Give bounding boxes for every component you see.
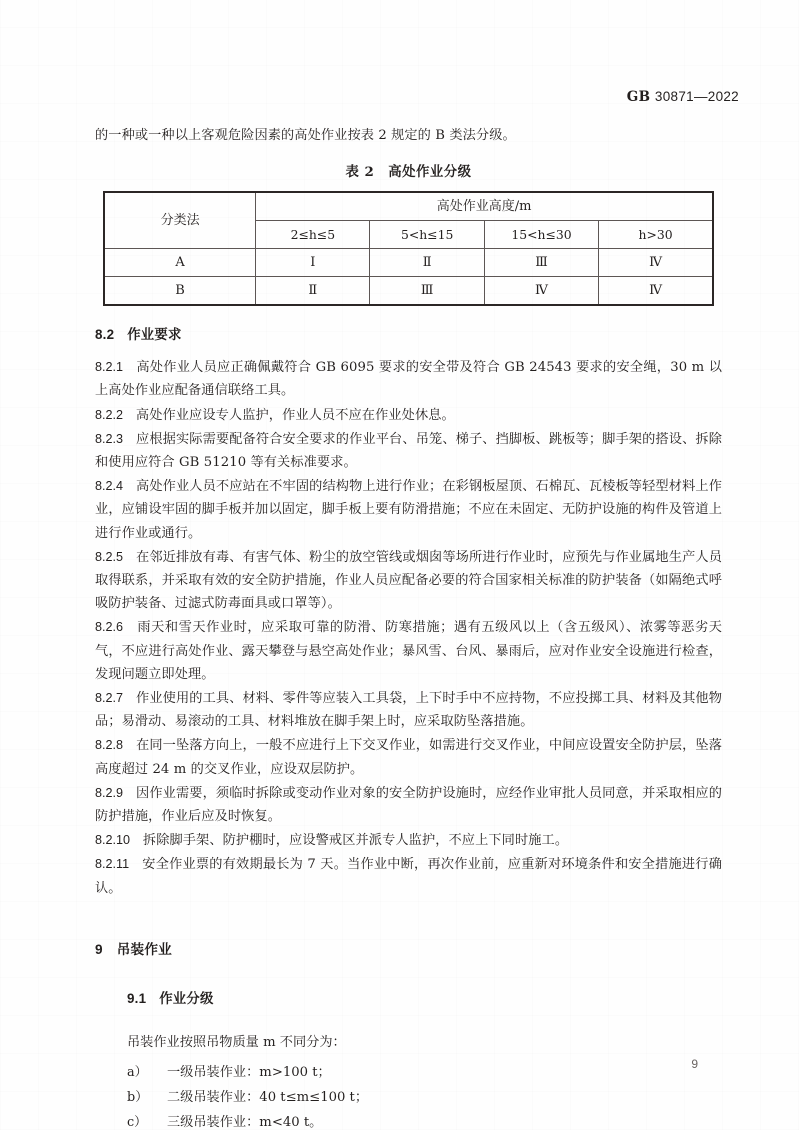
clause-9-1-intro: 吊装作业按照吊物质量 m 不同分为： [127, 1034, 346, 1050]
clause-number: 8.2.10 [95, 833, 131, 848]
standard-number: 30871—2022 [654, 89, 739, 104]
col-header-height-span: 高处作业高度/m [256, 192, 713, 221]
clause-8-2-3 [95, 428, 722, 474]
clause-8-2-4 [95, 475, 722, 545]
lead-paragraph: 的一种或一种以上客观危险因素的高处作业按表 2 规定的 B 类法分级。 [95, 128, 516, 143]
list-marker-c: c） [127, 1115, 147, 1130]
clause-number: 8.2.11 [95, 857, 130, 872]
standard-prefix: GB [626, 89, 651, 105]
clause-number: 8.2.4 [95, 479, 124, 494]
clause-8-2-2 [95, 404, 722, 427]
heading-9-number: 9 [95, 941, 103, 957]
table-wrapper [95, 191, 722, 306]
heading-8-2 [95, 324, 722, 343]
heading-8-2-number: 8.2 [95, 327, 115, 343]
clause-number: 8.2.3 [95, 431, 124, 446]
page-content [95, 124, 722, 1130]
heading-9-1 [127, 988, 722, 1007]
cell-b-2: Ⅳ [484, 277, 598, 306]
row-label-b: B [104, 277, 256, 306]
list-marker-a: a） [127, 1065, 148, 1081]
heading-9 [95, 938, 722, 958]
range-header-3: h>30 [599, 221, 713, 249]
cell-a-2: Ⅲ [484, 249, 598, 277]
clause-text: 因作业需要，须临时拆除或变动作业对象的安全防护设施时，应经作业审批人员同意，并采取相应的防护措施，作业后应及时恢复。 [95, 785, 722, 825]
clause-number: 8.2.2 [95, 407, 124, 422]
clause-8-2-8 [95, 734, 722, 780]
heading-9-title: 吊装作业 [116, 941, 172, 958]
clause-text: 在同一坠落方向上，一般不应进行上下交叉作业，如需进行交叉作业，中间应设置安全防护层，坠落高度超过 24 m 的交叉作业，应设双层防护。 [95, 738, 722, 777]
clause-text: 应根据实际需要配备符合安全要求的作业平台、吊笼、梯子、挡脚板、跳板等；脚手架的搭设、拆除和使用应符合 GB 51210 等有关标准要求。 [95, 431, 722, 471]
hoisting-grade-list [127, 1060, 722, 1130]
clause-8-2-7 [95, 687, 722, 733]
table-row [104, 249, 713, 277]
table-row [104, 277, 713, 306]
clause-number: 8.2.6 [95, 620, 124, 635]
heading-9-1-number: 9.1 [127, 990, 147, 1006]
clause-8-2-11 [95, 853, 722, 899]
list-item [127, 1110, 722, 1130]
row-label-a: A [104, 249, 256, 277]
cell-b-1: Ⅲ [370, 277, 484, 306]
range-header-2: 15<h≤30 [484, 221, 598, 249]
cell-a-0: Ⅰ [256, 249, 370, 277]
list-text-a: 一级吊装作业：m>100 t； [167, 1065, 331, 1081]
heading-8-2-title: 作业要求 [127, 327, 182, 344]
clause-text: 高处作业应设专人监护，作业人员不应在作业处休息。 [135, 407, 455, 423]
cell-b-0: Ⅱ [256, 277, 370, 306]
list-marker-b: b） [127, 1090, 148, 1106]
list-item [127, 1060, 722, 1085]
clause-text: 在邻近排放有毒、有害气体、粉尘的放空管线或烟囱等场所进行作业时，应预先与作业属地生产人员取得联系，并采取有效的安全防护措施，作业人员应配备必要的符合国家相关标准的防护装备（如隔绝式呼吸防护装备、过滤式防毒面具或口罩等）。 [95, 549, 722, 612]
cell-a-1: Ⅱ [370, 249, 484, 277]
running-header [627, 89, 739, 105]
table-high-work-grading [103, 191, 714, 306]
clause-number: 8.2.8 [95, 738, 124, 753]
table-header-row-1 [104, 192, 713, 221]
clause-number: 8.2.1 [95, 360, 124, 375]
clause-8-2-6 [95, 616, 722, 686]
heading-9-1-title: 作业分级 [159, 990, 214, 1007]
clause-8-2-5 [95, 546, 722, 616]
col-header-classification: 分类法 [104, 192, 256, 249]
clause-text: 安全作业票的有效期最长为 7 天。当作业中断，再次作业前，应重新对环境条件和安全措施进行确认。 [95, 857, 722, 896]
clause-8-2-9 [95, 782, 722, 828]
clause-number: 8.2.7 [95, 691, 124, 706]
range-header-0: 2≤h≤5 [256, 221, 370, 249]
clause-number: 8.2.9 [95, 785, 124, 800]
list-text-b: 二级吊装作业：40 t≤m≤100 t； [167, 1090, 369, 1106]
range-header-1: 5<h≤15 [370, 221, 484, 249]
clause-8-2-1 [95, 356, 722, 402]
page-number: 9 [691, 1057, 698, 1071]
clause-text: 作业使用的工具、材料、零件等应装入工具袋，上下时手中不应持物，不应投掷工具、材料及其他物品；易滑动、易滚动的工具、材料堆放在脚手架上时，应采取防坠落措施。 [95, 691, 722, 730]
list-item [127, 1085, 722, 1110]
clause-text: 高处作业人员应正确佩戴符合 GB 6095 要求的安全带及符合 GB 24543 要求的安全绳，30 m 以上高处作业应配备通信联络工具。 [95, 360, 722, 399]
cell-b-3: Ⅳ [599, 277, 713, 306]
clause-number: 8.2.5 [95, 549, 124, 564]
list-text-c: 三级吊装作业：m<40 t。 [167, 1115, 323, 1130]
clause-text: 高处作业人员不应站在不牢固的结构物上进行作业；在彩钢板屋顶、石棉瓦、瓦棱板等轻型材料上作业，应铺设牢固的脚手板并加以固定，脚手板上要有防滑措施；不应在未固定、无防护设施的构件及管道上进行作业或通行。 [95, 479, 722, 541]
clause-text: 拆除脚手架、防护棚时，应设警戒区并派专人监护，不应上下同时施工。 [142, 833, 569, 849]
clause-8-2-10 [95, 829, 722, 852]
table-caption: 表 2 高处作业分级 [345, 164, 472, 181]
clause-text: 雨天和雪天作业时，应采取可靠的防滑、防寒措施；遇有五级风以上（含五级风）、浓雾等恶劣天气，不应进行高处作业、露天攀登与悬空高处作业；暴风雪、台风、暴雨后，应对作业安全设施进行检查，发现问题立即处理。 [95, 620, 722, 682]
cell-a-3: Ⅳ [599, 249, 713, 277]
